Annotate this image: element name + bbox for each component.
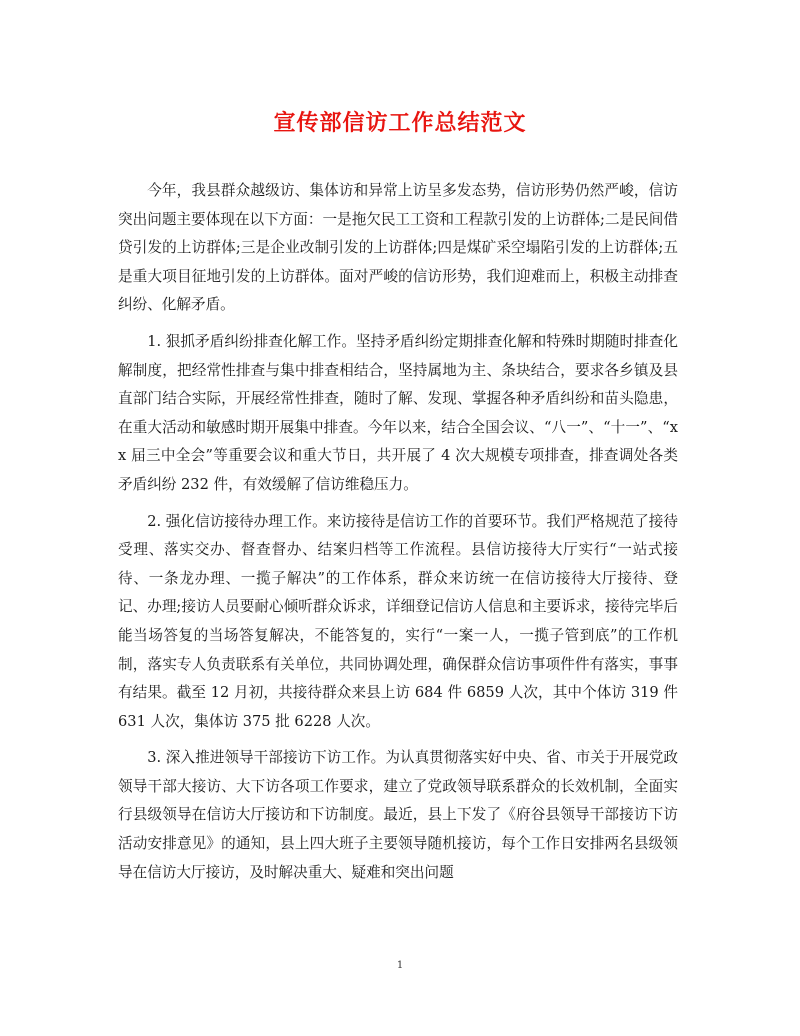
paragraph-section-2: 2. 强化信访接待办理工作。来访接待是信访工作的首要环节。我们严格规范了接待受理、落实交办、督查督办、结案归档等工作流程。县信访接待大厅实行“一站式接待、一条龙办理、一揽子解决”的工作体系，群众来访统一在信访接待大厅接待、登记、办理;接访人员要耐心倾听群众诉求，详细登记信访人信息和主要诉求，接待完毕后能当场答复的当场答复解决，不能答复的，实行“一案一人，一揽子管到底”的工作机制，落实专人负责联系有关单位，共同协调处理，确保群众信访事项件件有落实，事事有结果。截至 12 月初，共接待群众来县上访 684 件 6859 人次，其中个体访 319 件 631 人次，集体访 375 批 6228 人次。 xyxy=(118,512,678,730)
paragraph-section-3: 3. 深入推进领导干部接访下访工作。为认真贯彻落实好中央、省、市关于开展党政领导干部大接访、大下访各项工作要求，建立了党政领导联系群众的长效机制，全面实行县级领导在信访大厅接访和下访制度。最近，县上下发了《府谷县领导干部接访下访活动安排意见》的通知，县上四大班子主要领导随机接访，每个工作日安排两名县级领导在信访大厅接访，及时解决重大、疑难和突出问题 xyxy=(118,749,678,881)
paragraph-section-1: 1. 狠抓矛盾纠纷排查化解工作。坚持矛盾纠纷定期排查化解和特殊时期随时排查化解制度，把经常性排查与集中排查相结合，坚持属地为主、条块结合，要求各乡镇及县直部门结合实际，开展经常性排查，随时了解、发现、掌握各种矛盾纠纷和苗头隐患，在重大活动和敏感时期开展集中排查。今年以来，结合全国会议、“八一”、“十一”、“xx 届三中全会”等重要会议和重大节日，共开展了 4 次大规模专项排查，排查调处各类矛盾纠纷 232 件，有效缓解了信访维稳压力。 xyxy=(118,332,678,493)
document-body xyxy=(118,177,678,895)
document-title: 宣传部信访工作总结范文 xyxy=(273,110,527,136)
page-number: 1 xyxy=(396,960,404,971)
paragraph-intro: 今年，我县群众越级访、集体访和异常上访呈多发态势，信访形势仍然严峻，信访突出问题主要体现在以下方面：一是拖欠民工工资和工程款引发的上访群体;二是民间借贷引发的上访群体;三是企业改制引发的上访群体;四是煤矿采空塌陷引发的上访群体;五是重大项目征地引发的上访群体。面对严峻的信访形势，我们迎难而上，积极主动排查纠纷、化解矛盾。 xyxy=(118,182,678,314)
